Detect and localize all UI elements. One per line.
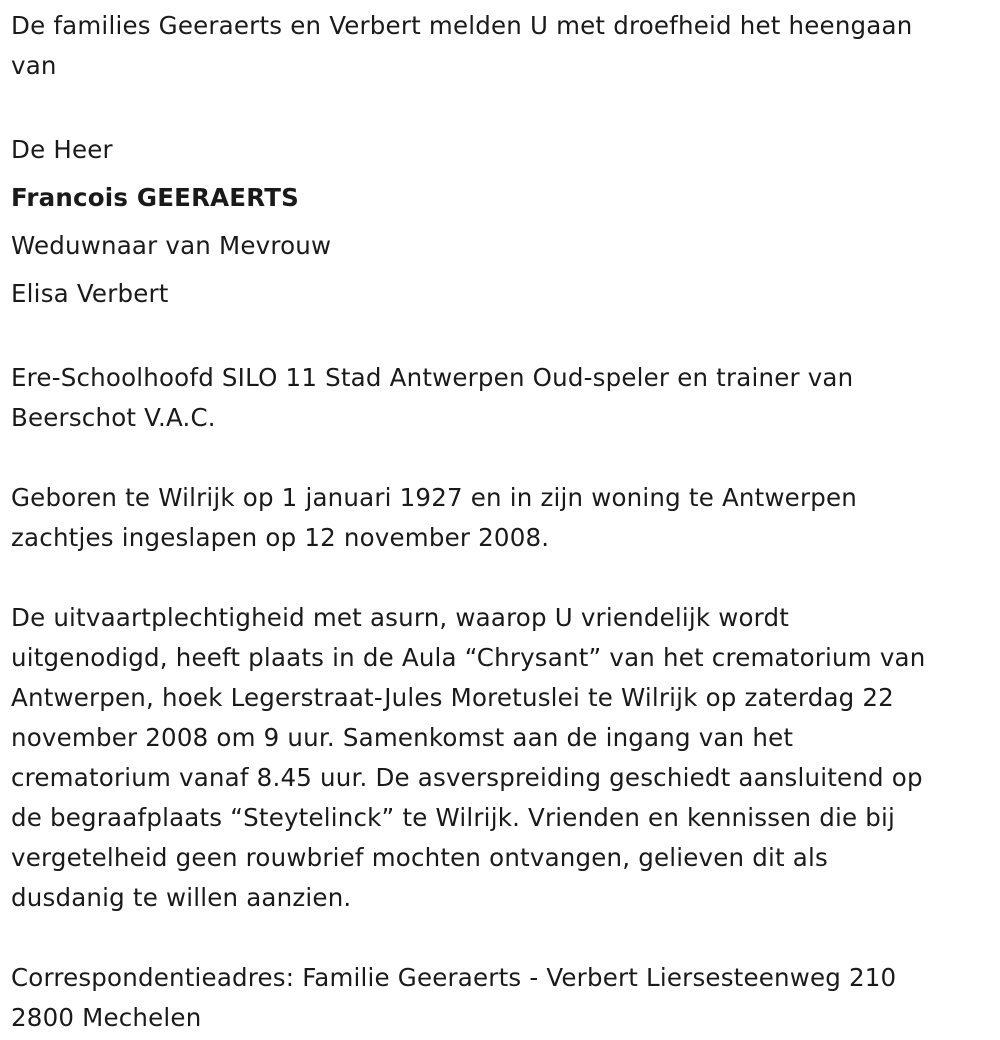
correspondence-paragraph <box>11 958 996 1038</box>
spouse-line: Weduwnaar van Mevrouw <box>11 231 332 260</box>
paragraph-spacer <box>11 86 996 126</box>
titles-line: Beerschot V.A.C. <box>11 403 216 432</box>
titles-line: Ere-Schoolhoofd SILO 11 Stad Antwerpen Oud-speler en trainer van <box>11 363 854 392</box>
ceremony-line: uitgenodigd, heeft plaats in de Aula “Chrysant” van het crematorium van <box>11 643 926 672</box>
birth-death-line: zachtjes ingeslapen op 12 november 2008. <box>11 523 550 552</box>
deceased-block <box>11 126 996 318</box>
salutation: De Heer <box>11 135 113 164</box>
correspondence-line: 2800 Mechelen <box>11 1003 202 1032</box>
birth-death-line: Geboren te Wilrijk op 1 januari 1927 en in zijn woning te Antwerpen <box>11 483 857 512</box>
ceremony-line: crematorium vanaf 8.45 uur. De asverspreiding geschiedt aansluitend op <box>11 763 923 792</box>
deceased-name: Francois GEERAERTS <box>11 183 299 212</box>
birth-death-paragraph <box>11 478 996 558</box>
ceremony-line: De uitvaartplechtigheid met asurn, waarop U vriendelijk wordt <box>11 603 790 632</box>
intro-line: De families Geeraerts en Verbert melden U met droefheid het heengaan <box>11 11 913 40</box>
paragraph-spacer <box>11 438 996 478</box>
death-notice <box>11 6 996 1038</box>
correspondence-line: Correspondentieadres: Familie Geeraerts - Verbert Liersesteenweg 210 <box>11 963 897 992</box>
intro-line: van <box>11 51 57 80</box>
intro-paragraph <box>11 6 996 86</box>
ceremony-line: vergetelheid geen rouwbrief mochten ontvangen, gelieven dit als <box>11 843 828 872</box>
paragraph-spacer <box>11 558 996 598</box>
ceremony-line: de begraafplaats “Steytelinck” te Wilrijk. Vrienden en kennissen die bij <box>11 803 895 832</box>
paragraph-spacer <box>11 918 996 958</box>
ceremony-paragraph <box>11 598 996 918</box>
ceremony-line: dusdanig te willen aanzien. <box>11 883 352 912</box>
paragraph-spacer <box>11 318 996 358</box>
titles-paragraph <box>11 358 996 438</box>
ceremony-line: Antwerpen, hoek Legerstraat-Jules Moretuslei te Wilrijk op zaterdag 22 <box>11 683 894 712</box>
spouse-name: Elisa Verbert <box>11 279 169 308</box>
ceremony-line: november 2008 om 9 uur. Samenkomst aan de ingang van het <box>11 723 794 752</box>
